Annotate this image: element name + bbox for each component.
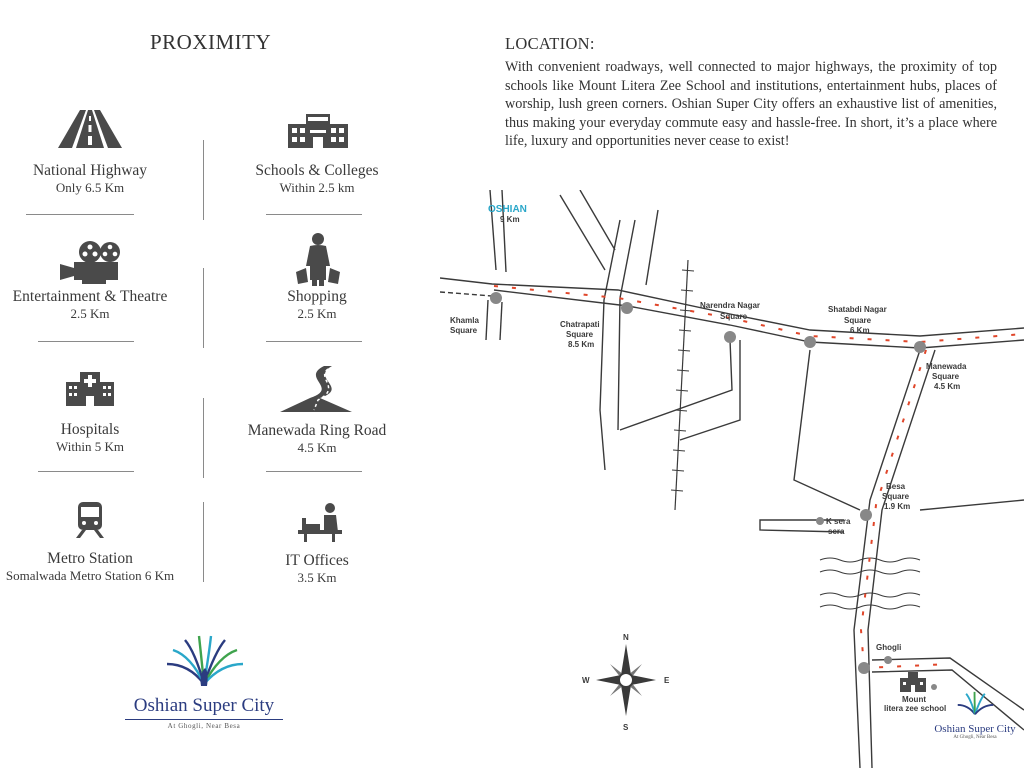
khamla-node	[490, 292, 502, 304]
chatrapati-label-1: Chatrapati	[560, 320, 600, 329]
railway-track	[675, 260, 688, 510]
item-name: Hospitals	[60, 421, 120, 438]
school-building-icon	[900, 672, 926, 692]
proximity-item	[217, 422, 417, 456]
ghogli-label: Ghogli	[876, 643, 902, 652]
mount-label-2: litera zee school	[884, 704, 947, 713]
map-road	[490, 190, 496, 270]
column-divider	[203, 268, 204, 348]
compass-e: E	[664, 676, 670, 685]
oshian-badge: OSHIAN	[488, 204, 527, 215]
school-building-icon	[288, 112, 348, 153]
ghogli-node	[884, 656, 892, 664]
oshian-distance: 9 Km	[500, 215, 520, 224]
item-distance: Within 2.5 km	[279, 180, 355, 195]
map-road	[618, 220, 635, 430]
item-distance: 2.5 Km	[297, 306, 337, 321]
item-name: Metro Station	[47, 550, 133, 567]
brand-tagline: At Ghogli, Near Besa	[167, 722, 241, 730]
column-divider	[203, 140, 204, 220]
narendra-node	[724, 331, 736, 343]
row-divider	[26, 214, 134, 215]
brand-tagline-small: At Ghogli, Near Besa	[953, 735, 997, 740]
proximity-item	[0, 288, 190, 322]
brand-logo	[118, 634, 290, 730]
manewada-label-2: Square	[932, 372, 960, 381]
mount-label-1: Mount	[902, 695, 926, 704]
location-map	[440, 190, 1024, 768]
item-name: Manewada Ring Road	[247, 422, 387, 439]
chatrapati-node	[621, 302, 633, 314]
map-road	[560, 195, 605, 270]
map-road	[486, 300, 488, 340]
compass-w: W	[582, 676, 590, 685]
item-distance: 4.5 Km	[297, 440, 337, 455]
proximity-item	[217, 552, 417, 586]
column-divider	[203, 398, 204, 478]
proximity-title: PROXIMITY	[150, 30, 272, 54]
item-name: Entertainment & Theatre	[12, 288, 168, 305]
ksera-node	[816, 517, 824, 525]
item-name: Shopping	[287, 288, 347, 305]
manewada-label-3: 4.5 Km	[934, 382, 961, 391]
narendra-label-1: Narendra Nagar	[700, 301, 761, 310]
besa-label-3: 1.9 Km	[884, 502, 911, 511]
item-name: Schools & Colleges	[255, 162, 379, 179]
location-title: LOCATION:	[505, 34, 595, 53]
item-distance: Somalwada Metro Station 6 Km	[5, 568, 175, 583]
map-road	[440, 292, 492, 296]
chatrapati-label-2: Square	[566, 330, 594, 339]
map-brand-logo	[926, 690, 1024, 740]
highway-icon	[58, 110, 122, 153]
compass-s: S	[623, 723, 629, 732]
khamla-label-2: Square	[450, 326, 478, 335]
compass-n: N	[623, 633, 629, 642]
map-road	[920, 500, 1024, 510]
shopping-person-icon	[296, 232, 340, 291]
map-road	[646, 210, 658, 285]
manewada-label-1: Manewada	[926, 362, 967, 371]
peacock-logo-icon	[159, 634, 249, 690]
item-name: IT Offices	[285, 552, 349, 569]
metro-train-icon	[76, 502, 104, 543]
row-divider	[38, 341, 134, 342]
river-wave	[820, 570, 920, 574]
row-divider	[266, 214, 362, 215]
item-name: National Highway	[32, 162, 148, 179]
item-distance: 3.5 Km	[297, 570, 337, 585]
narendra-label-2: Square	[720, 312, 748, 321]
chatrapati-label-3: 8.5 Km	[568, 340, 595, 349]
map-road	[600, 220, 620, 470]
proximity-item	[0, 550, 190, 584]
row-divider	[266, 341, 362, 342]
map-road	[794, 350, 860, 510]
ghogli-junction-node	[858, 662, 870, 674]
shatabdi-label-2: Square	[844, 316, 872, 325]
row-divider	[38, 471, 134, 472]
map-road	[500, 302, 502, 340]
row-divider	[266, 471, 362, 472]
item-distance: Within 5 Km	[55, 439, 125, 454]
film-projector-icon	[60, 240, 122, 289]
proximity-item	[217, 288, 417, 322]
river-wave	[820, 593, 920, 597]
map-road	[620, 340, 732, 430]
peacock-logo-icon	[954, 690, 996, 718]
proximity-item	[0, 162, 190, 196]
item-distance: Only 6.5 Km	[55, 180, 125, 195]
map-road	[580, 190, 615, 250]
brand-name-small: Oshian Super City	[934, 723, 1016, 735]
map-road	[502, 190, 506, 272]
manewada-node	[914, 341, 926, 353]
ksera-label-2: sera	[828, 527, 845, 536]
shatabdi-label-3: 6 Km	[850, 326, 870, 335]
khamla-label-1: Khamla	[450, 316, 479, 325]
location-description: With convenient roadways, well connected to major highways, the proximity of top schools like Mount Litera Zee School and institutions, entertainment hubs, places of worship, lush green corners. Oshian Super City offers an exhaustive list of amenities, thus making your everyday commute easy and hassle-free. In short, it’s a place where life, luxury and opportunities never cease to exist!	[505, 59, 997, 149]
ksera-label-1: K sera	[826, 517, 851, 526]
proximity-item	[0, 421, 190, 455]
item-distance: 2.5 Km	[70, 306, 110, 321]
shatabdi-node	[804, 336, 816, 348]
besa-label-1: Besa	[886, 482, 906, 491]
brand-name: Oshian Super City	[133, 695, 275, 716]
proximity-item	[217, 162, 417, 196]
winding-road-icon	[280, 366, 352, 417]
besa-label-2: Square	[882, 492, 910, 501]
hospital-icon	[66, 372, 114, 411]
column-divider	[203, 502, 204, 582]
shatabdi-label-1: Shatabdi Nagar	[828, 305, 887, 314]
besa-node	[860, 509, 872, 521]
compass-icon	[582, 633, 670, 732]
office-worker-icon	[298, 502, 342, 547]
